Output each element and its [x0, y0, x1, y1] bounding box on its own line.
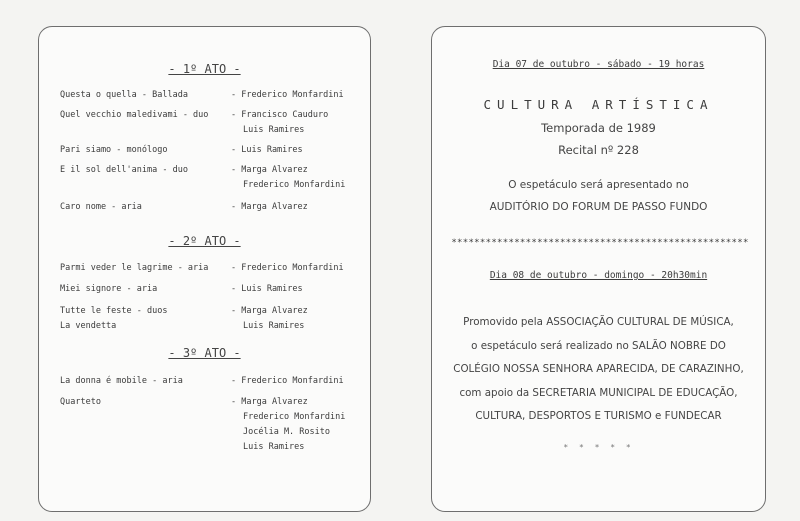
promo-text: Promovido pela ASSOCIAÇÃO CULTURAL DE MÚSICA, o espetáculo será realizado no SALÃO NOBRE DO COLÉGIO NOSSA SENHORA APARECIDA, DE CARAZINHO, com apoio da SECRETARIA MUNICIPAL DE EDUCAÇÃO, CULTURA, DESPORTOS E TURISMO e FUNDECAR	[453, 316, 744, 422]
venue-line-1: O espetáculo será apresentado no	[508, 179, 689, 191]
performer: - Frederico Monfardini	[231, 263, 344, 273]
recital-number: Recital nº 228	[558, 143, 639, 157]
heading-cultura-artistica: CULTURA ARTÍSTICA	[483, 97, 714, 112]
closing-stars: * * * * *	[563, 443, 634, 452]
date-line-1: Dia 07 de outubro - sábado - 19 horas	[492, 59, 705, 70]
date-line-2: Dia 08 de outubro - domingo - 20h30min	[489, 270, 708, 281]
performer: - Marga Alvarez Luis Ramires	[231, 306, 308, 331]
piece-name: La donna é mobile - aria	[60, 376, 183, 386]
venue-line-2: AUDITÓRIO DO FORUM DE PASSO FUNDO	[489, 201, 708, 213]
performer: - Marga Alvarez Frederico Monfardini Jocélia M. Rosito Luis Ramires	[231, 397, 346, 452]
performer: - Frederico Monfardini	[231, 90, 344, 100]
event-info-panel	[431, 26, 766, 512]
piece-name: Quarteto	[60, 397, 101, 407]
piece-name: Quel vecchio maledivami - duo	[60, 110, 209, 120]
divider-stars: ****************************************************	[451, 238, 749, 248]
act-2-title: - 2º ATO -	[168, 234, 241, 248]
piece-name: Questa o quella - Ballada	[60, 90, 188, 100]
performer: - Luis Ramires	[231, 145, 303, 155]
performer: - Marga Alvarez	[231, 202, 308, 212]
performer: - Francisco Cauduro Luis Ramires	[231, 110, 329, 135]
performer: - Luis Ramires	[231, 284, 303, 294]
program-panel	[38, 26, 371, 512]
season: Temporada de 1989	[541, 121, 656, 135]
act-1-title: - 1º ATO -	[168, 62, 241, 76]
piece-name: Parmi veder le lagrime - aria	[60, 263, 209, 273]
performer: - Marga Alvarez Frederico Monfardini	[231, 165, 346, 190]
act-3-title: - 3º ATO -	[168, 346, 241, 360]
piece-name: Caro nome - aria	[60, 202, 142, 212]
piece-name: Tutte le feste - duos La vendetta	[60, 306, 168, 331]
piece-name: E il sol dell'anima - duo	[60, 165, 188, 175]
piece-name: Pari siamo - monólogo	[60, 145, 168, 155]
piece-name: Miei signore - aria	[60, 284, 158, 294]
performer: - Frederico Monfardini	[231, 376, 344, 386]
